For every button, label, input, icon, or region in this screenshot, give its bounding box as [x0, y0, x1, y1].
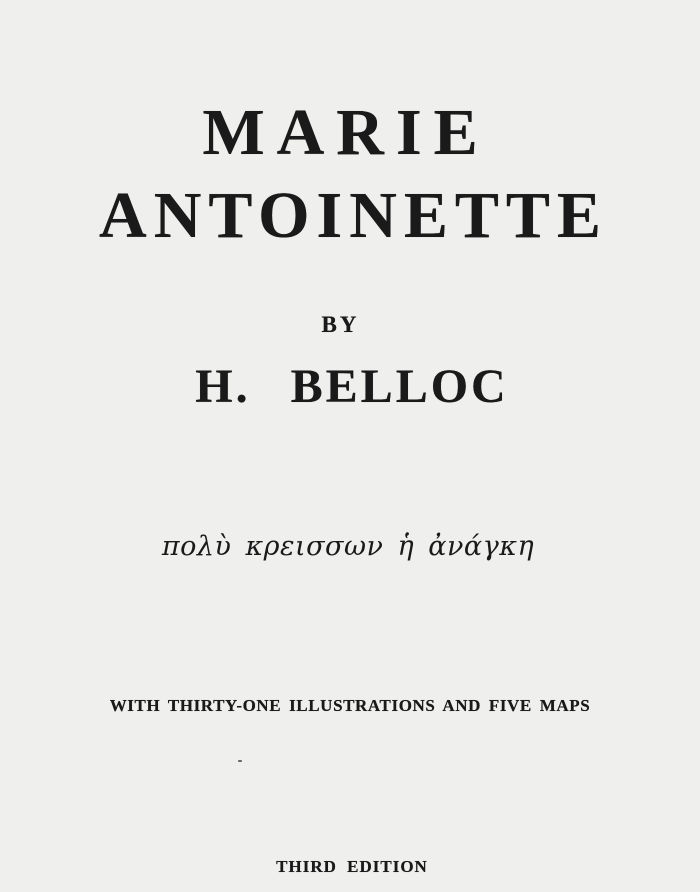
author-surname: BELLOC — [290, 360, 509, 413]
book-title-line-2: ANTOINETTE — [99, 179, 608, 252]
byline: BY — [321, 312, 360, 337]
edition-note: THIRD EDITION — [276, 857, 428, 876]
scan-ink-speck — [238, 760, 242, 762]
greek-epigraph: πολὺ κρεισσων ἡ ἀνάγκη — [161, 531, 535, 562]
book-title-line-1: MARIE — [202, 96, 490, 169]
author-name — [195, 359, 508, 414]
illustrations-note: WITH THIRTY-ONE ILLUSTRATIONS AND FIVE MAPS — [109, 696, 591, 715]
author-initial: H. — [195, 360, 251, 413]
